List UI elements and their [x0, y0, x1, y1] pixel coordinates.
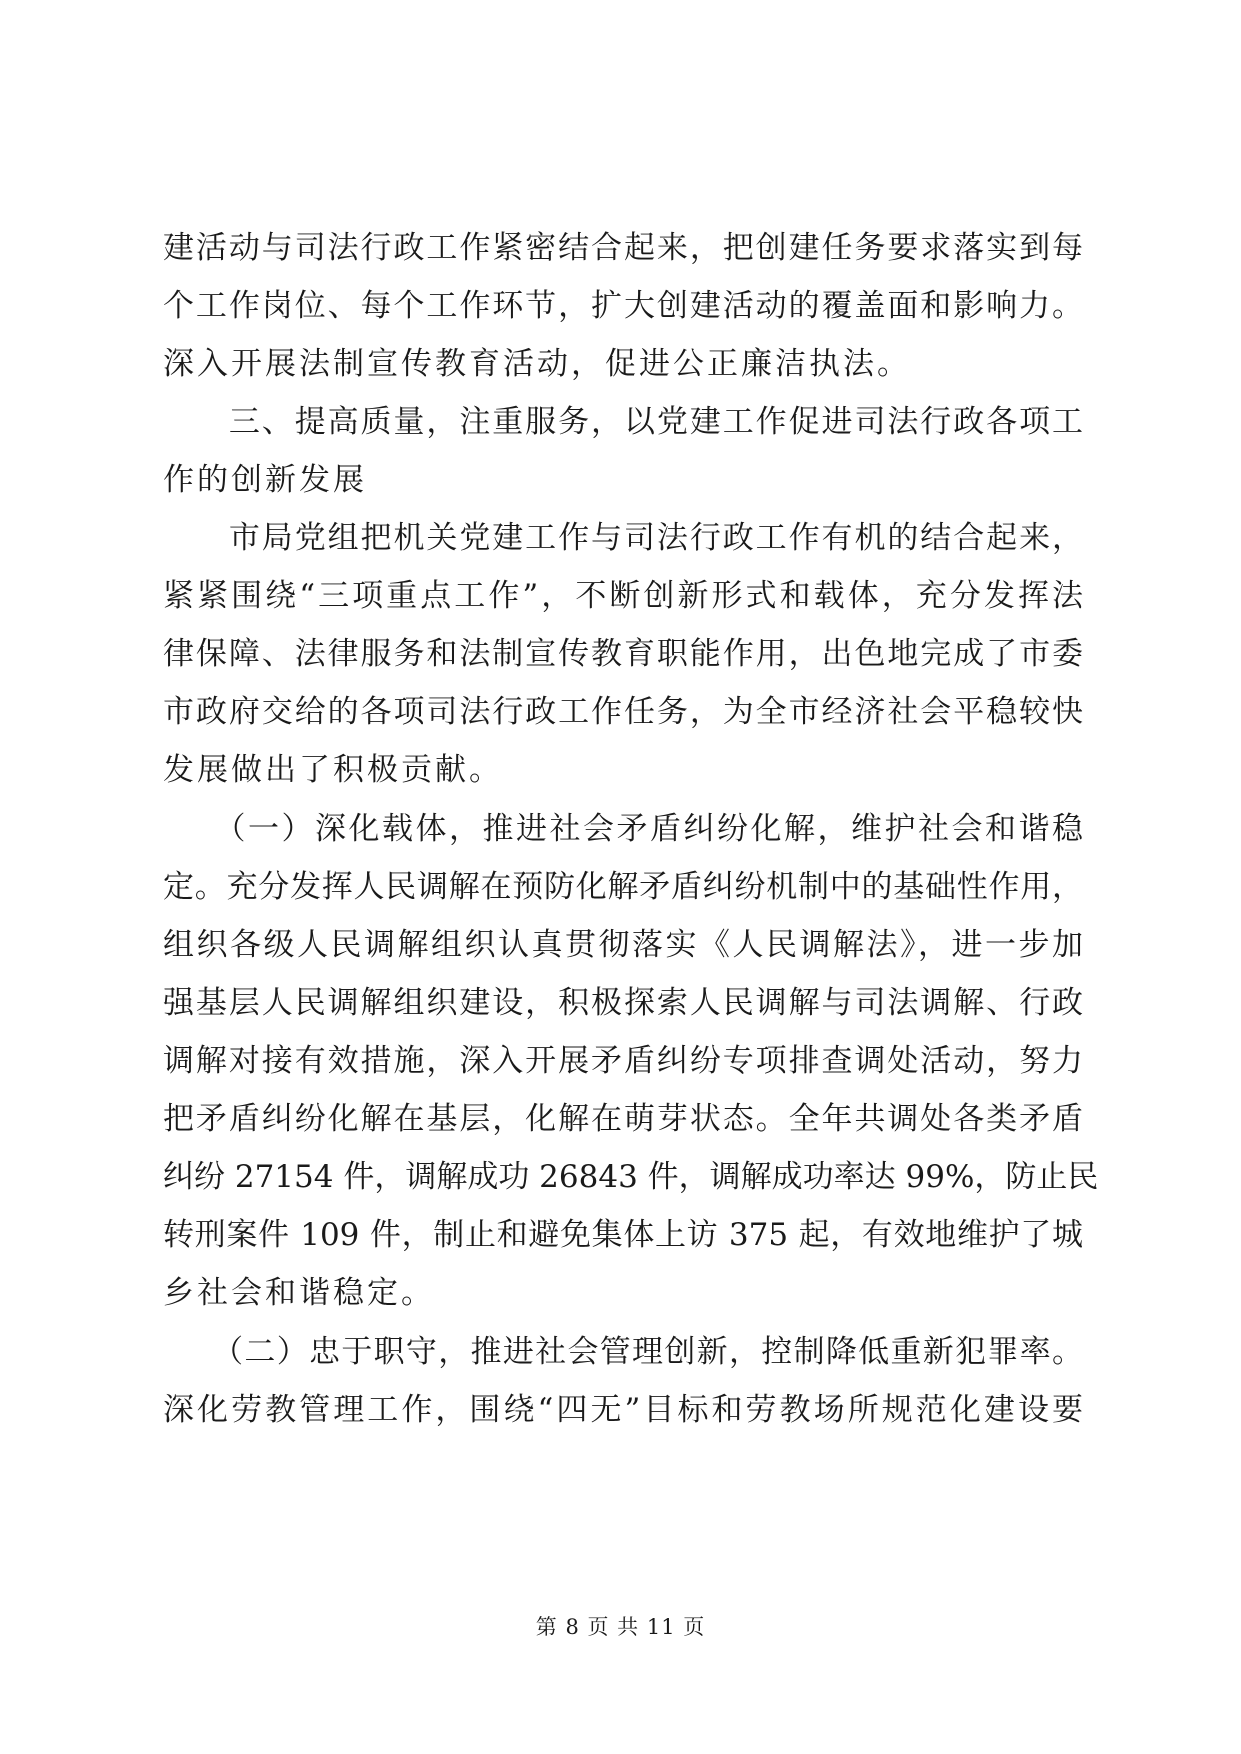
- text-line-19: 乡社会和谐稳定。: [163, 1275, 435, 1311]
- text-line-7: 紧紧围绕“三项重点工作”，不断创新形式和载体，充分发挥法: [163, 578, 1083, 614]
- section-heading-line-2: 作的创新发展: [163, 462, 367, 498]
- text-line-12: 定。充分发挥人民调解在预防化解矛盾纠纷机制中的基础性作用，: [163, 869, 1083, 905]
- text-line-13: 组织各级人民调解组织认真贯彻落实《人民调解法》，进一步加: [163, 927, 1083, 963]
- text-line-16: 把矛盾纠纷化解在基层，化解在萌芽状态。全年共调处各类矛盾: [163, 1101, 1083, 1137]
- text-line-2: 个工作岗位、每个工作环节，扩大创建活动的覆盖面和影响力。: [163, 288, 1083, 324]
- subsection-2-line-1: （二）忠于职守，推进社会管理创新，控制降低重新犯罪率。: [163, 1334, 1083, 1370]
- text-line-6: 市局党组把机关党建工作与司法行政工作有机的结合起来，: [163, 520, 1083, 556]
- text-line-14: 强基层人民调解组织建设，积极探索人民调解与司法调解、行政: [163, 985, 1083, 1021]
- text-line-9: 市政府交给的各项司法行政工作任务，为全市经济社会平稳较快: [163, 694, 1083, 730]
- page-footer: 第 8 页 共 11 页: [535, 1615, 706, 1639]
- text-line-17: 纠纷 27154 件，调解成功 26843 件，调解成功率达 99%，防止民: [163, 1159, 1099, 1195]
- text-line-1: 建活动与司法行政工作紧密结合起来，把创建任务要求落实到每: [163, 230, 1083, 266]
- text-line-15: 调解对接有效措施，深入开展矛盾纠纷专项排查调处活动，努力: [163, 1043, 1083, 1079]
- subsection-1-line-1: （一）深化载体，推进社会矛盾纠纷化解，维护社会和谐稳: [163, 811, 1083, 847]
- text-line-3: 深入开展法制宣传教育活动，促进公正廉洁执法。: [163, 346, 911, 382]
- text-line-8: 律保障、法律服务和法制宣传教育职能作用，出色地完成了市委: [163, 636, 1083, 672]
- section-heading-line-1: 三、提高质量，注重服务，以党建工作促进司法行政各项工: [163, 404, 1083, 440]
- text-line-18: 转刑案件 109 件，制止和避免集体上访 375 起，有效地维护了城: [163, 1217, 1083, 1253]
- text-line-10: 发展做出了积极贡献。: [163, 752, 503, 788]
- text-line-21: 深化劳教管理工作，围绕“四无”目标和劳教场所规范化建设要: [163, 1392, 1083, 1428]
